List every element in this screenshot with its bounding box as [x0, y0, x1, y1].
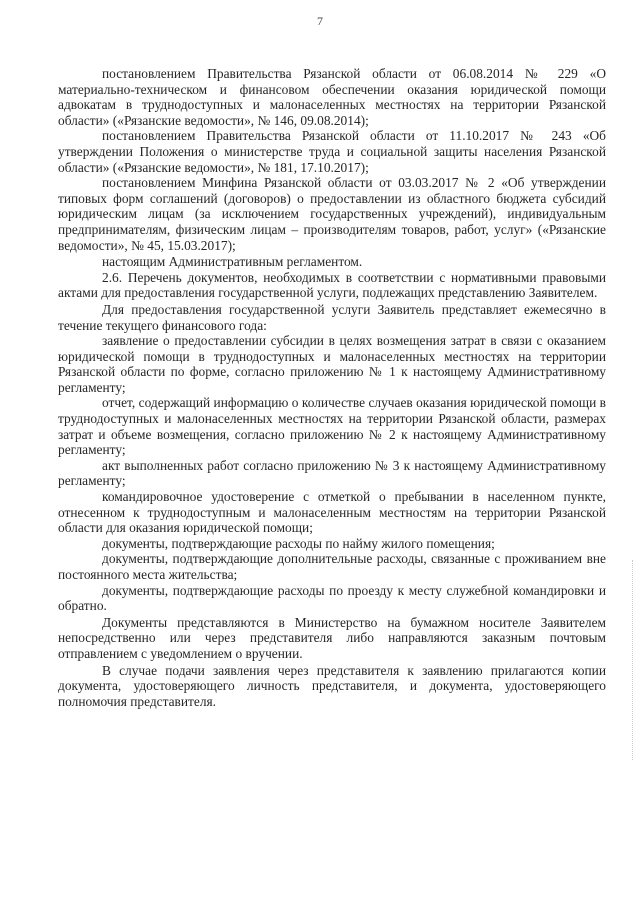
paragraph: командировочное удостоверение с отметкой о пребывании в населенном пункте, отнесенном к труднодоступным и малонаселенным местностям на территории Рязанской области для оказания юридической помощи; — [58, 489, 606, 536]
paragraph: постановлением Правительства Рязанской области от 06.08.2014 № 229 «О материально-техническом и финансовом обеспечении оказания юридической помощи адвокатам в труднодоступных и малонаселенных местностях на территории Рязанской области» («Рязанские ведомости», № 146, 09.08.2014); — [58, 66, 606, 128]
paragraph: 2.6. Перечень документов, необходимых в соответствии с нормативными правовыми актами для предоставления государственной услуги, подлежащих представлению Заявителем. — [58, 269, 606, 301]
paragraph: постановлением Правительства Рязанской области от 11.10.2017 № 243 «Об утверждении Положения о министерстве труда и социальной защиты населения Рязанской области» («Рязанские ведомости», № 181, 17.10.2017); — [58, 128, 606, 175]
paragraph: документы, подтверждающие расходы по найму жилого помещения; — [102, 535, 495, 551]
paragraph: документы, подтверждающие дополнительные расходы, связанные с проживанием вне постоянного места жительства; — [58, 551, 606, 582]
document-body — [58, 66, 606, 709]
paragraph: В случае подачи заявления через представителя к заявлению прилагаются копии документа, удостоверяющего личность представителя, и документа, удостоверяющего полномочия представителя. — [58, 662, 606, 709]
page-number: 7 — [317, 14, 323, 28]
paragraph: отчет, содержащий информацию о количестве случаев оказания юридической помощи в труднодоступных и малонаселенных местностях на территории Рязанской области, размерах затрат и объеме возмещения, согласно приложению № 2 к настоящему Административному регламенту; — [58, 395, 606, 458]
paragraph: Документы представляются в Министерство на бумажном носителе Заявителем непосредственно или через представителя либо направляются заказным почтовым отправлением с уведомлением о вручении. — [58, 614, 606, 661]
paragraph: настоящим Административным регламентом. — [102, 254, 363, 270]
paragraph: постановлением Минфина Рязанской области от 03.03.2017 № 2 «Об утверждении типовых форм соглашений (договоров) о предоставлении из областного бюджета субсидий юридическим лицам (за исключением государственных учреждений), индивидуальным предпринимателям, физическим лицам – производителям товаров, работ, услуг» («Рязанские ведомости», № 45, 15.03.2017); — [58, 175, 606, 253]
paragraph: Для предоставления государственной услуги Заявитель представляет ежемесячно в течение текущего финансового года: — [58, 301, 606, 333]
paragraph: акт выполненных работ согласно приложению № 3 к настоящему Административному регламенту; — [58, 457, 606, 489]
paragraph: документы, подтверждающие расходы по проезду к месту служебной командировки и обратно. — [58, 582, 606, 614]
scan-edge-mark — [632, 560, 634, 760]
paragraph: заявление о предоставлении субсидии в целях возмещения затрат в связи с оказанием юридической помощи в труднодоступных и малонаселенных местностях на территории Рязанской области по форме, согласно приложению № 1 к настоящему Административному регламенту; — [58, 333, 606, 395]
